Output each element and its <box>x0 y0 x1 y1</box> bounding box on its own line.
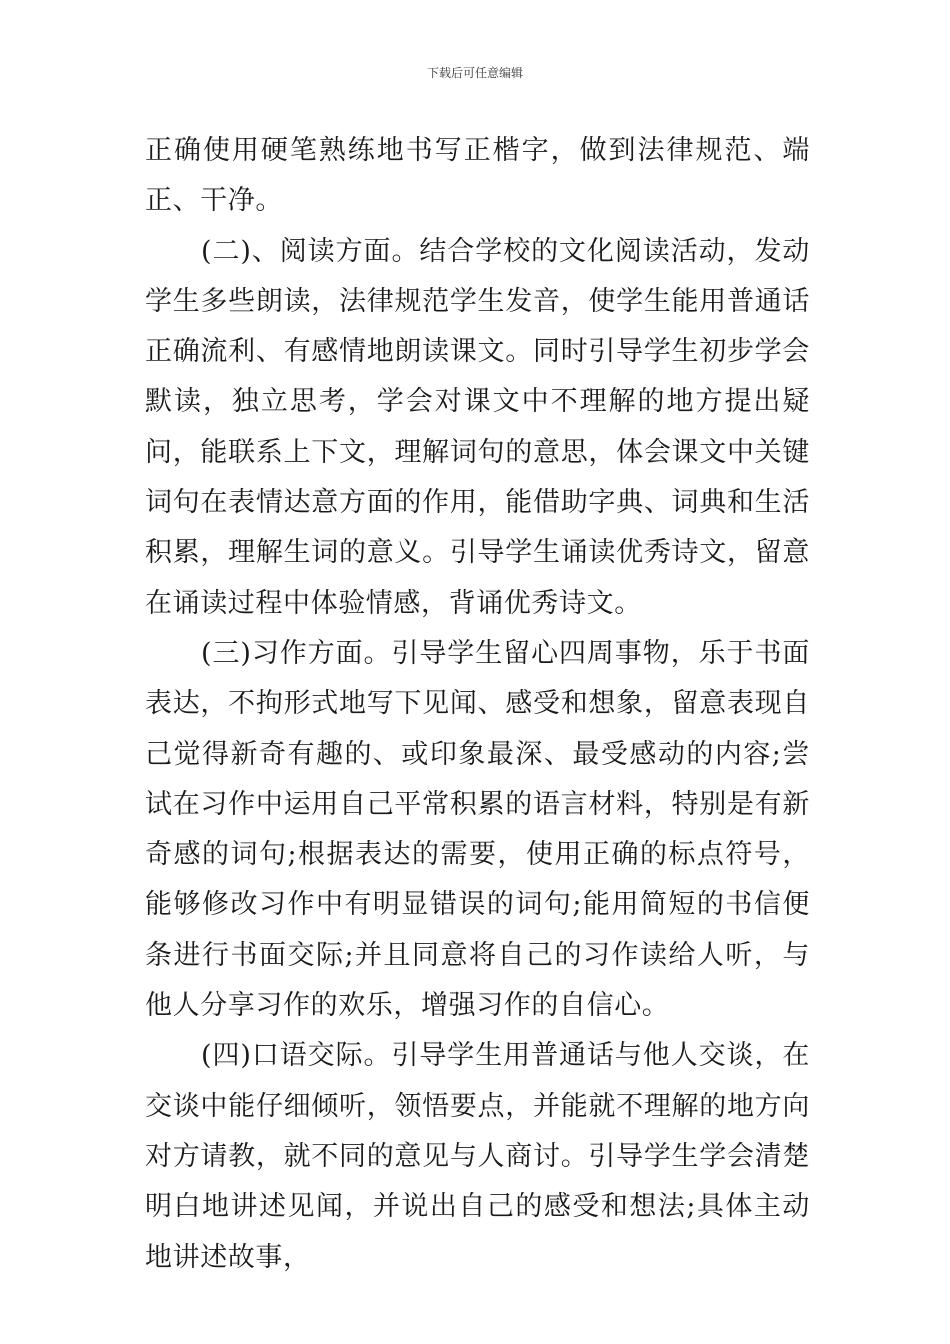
paragraph-writing: (三)习作方面。引导学生留心四周事物，乐于书面表达，不拘形式地写下见闻、感受和想象，留意表现自己觉得新奇有趣的、或印象最深、最受感动的内容;尝试在习作中运用自己平常积累的语言材料，特别是有新奇感的词句;根据表达的需要，使用正确的标点符号，能够修改习作中有明显错误的词句;能用简短的书信便条进行书面交际;并且同意将自己的习作读给人听，与他人分享习作的欢乐，增强习作的自信心。 <box>145 637 810 1022</box>
paragraph-oral-communication: (四)口语交际。引导学生用普通话与他人交谈，在交谈中能仔细倾听，领悟要点，并能就不理解的地方向对方请教，就不同的意见与人商讨。引导学生学会清楚明白地讲述见闻，并说出自己的感受和想法;具体主动地讲述故事， <box>145 1040 810 1273</box>
paragraph-reading: (二)、阅读方面。结合学校的文化阅读活动，发动学生多些朗读，法律规范学生发音，使学生能用普通话正确流利、有感情地朗读课文。同时引导学生初步学会默读，独立思考，学会对课文中不理解的地方提出疑问，能联系上下文，理解词句的意思，体会课文中关键词句在表情达意方面的作用，能借助字典、词典和生活积累，理解生词的意义。引导学生诵读优秀诗文，留意在诵读过程中体验情感，背诵优秀诗文。 <box>145 235 810 619</box>
document-body <box>145 126 810 1283</box>
paragraph-handwriting: 正确使用硬笔熟练地书写正楷字，做到法律规范、端正、干净。 <box>145 135 810 217</box>
page-header: 下载后可任意编辑 <box>426 66 523 80</box>
